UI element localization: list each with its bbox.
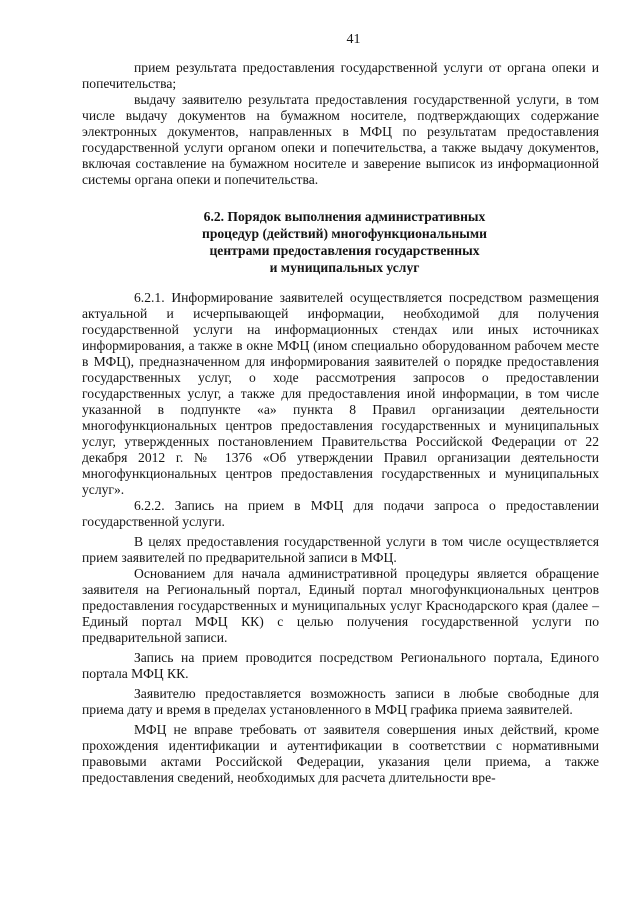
paragraph-receipt-result: прием результата предоставления государственной услуги от органа опеки и попечительства; bbox=[82, 60, 599, 91]
paragraph-booking-method: Запись на прием проводится посредством Регионального портала, Единого портала МФЦ КК. bbox=[82, 650, 599, 681]
section-heading-line: 6.2. Порядок выполнения административных bbox=[203, 209, 486, 224]
paragraph-6-2-1: 6.2.1. Информирование заявителей осуществляется посредством размещения актуальной и исчерпывающей информации, необходимой для получения государственной услуги на информационных стендах или иных источниках информирования, а также в окне МФЦ (ином специально оборудованном рабочем месте в МФЦ), предназначенном для информирования заявителей о порядке предоставления государственных услуг, о ходе рассмотрения запросов о предоставлении государственных услуг, а также для предоставления иной информации, в том числе указанной в подпункте «а» пункта 8 Правил организации деятельности многофункциональных центров предоставления государственных и муниципальных услуг, утвержденных постановлением Правительства Российской Федерации от 22 декабря 2012 г. № 1376 «Об утверждении Правил организации деятельности многофункциональных центров предоставления государственных и муниципальных услуг». bbox=[82, 290, 599, 497]
paragraph-6-2-2: 6.2.2. Запись на прием в МФЦ для подачи запроса о предоставлении государственной услуги. bbox=[82, 498, 599, 529]
paragraph-issue-result: выдачу заявителю результата предоставления государственной услуги, в том числе выдачу документов на бумажном носителе, подтверждающих содержание электронных документов, направленных в МФЦ по результатам предоставления государственной услуги органом опеки и попечительства, а также выдачу документов, включая составление на бумажном носителе и заверение выписок из информационной системы органа опеки и попечительства. bbox=[82, 92, 599, 187]
page-number: 41 bbox=[346, 32, 361, 47]
section-heading bbox=[82, 208, 599, 276]
paragraph-preliminary-booking: В целях предоставления государственной услуги в том числе осуществляется прием заявителей по предварительной записи в МФЦ. bbox=[82, 534, 599, 565]
section-heading-line: и муниципальных услуг bbox=[269, 260, 420, 275]
section-heading-line: центрами предоставления государственных bbox=[209, 243, 480, 258]
paragraph-procedure-basis: Основанием для начала административной процедуры является обращение заявителя на Региональный портал, Единый портал многофункциональных центров предоставления государственных и муниципальных услуг Краснодарского края (далее – Единый портал МФЦ КК) с целью получения государственной услуги по предварительной записи. bbox=[82, 566, 599, 645]
section-heading-line: процедур (действий) многофункциональными bbox=[201, 226, 488, 241]
paragraph-booking-time: Заявителю предоставляется возможность записи в любые свободные для приема дату и время в пределах установленного в МФЦ графика приема заявителей. bbox=[82, 686, 599, 717]
paragraph-mfc-restrictions: МФЦ не вправе требовать от заявителя совершения иных действий, кроме прохождения идентификации и аутентификации в соответствии с нормативными правовыми актами Российской Федерации, указания цели приема, а также предоставления сведений, необходимых для расчета длительности вре- bbox=[82, 722, 599, 785]
